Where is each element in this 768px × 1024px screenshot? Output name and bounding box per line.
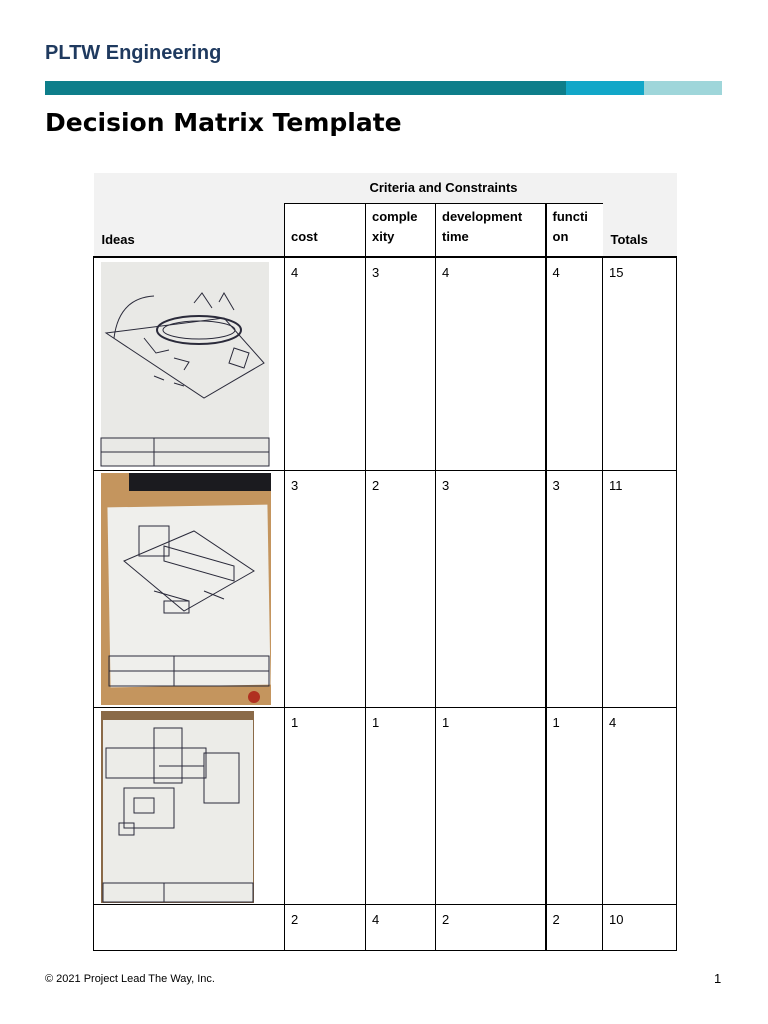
score-function: 1: [546, 708, 603, 905]
criterion-header-complexity: comple xity: [366, 203, 436, 257]
score-complexity: 3: [366, 257, 436, 471]
header-band-mid: [566, 81, 644, 95]
page-number: 1: [714, 971, 722, 986]
score-function: 4: [546, 257, 603, 471]
score-cost: 1: [285, 708, 366, 905]
idea-image-cell: [94, 471, 285, 708]
score-development-time: 4: [436, 257, 546, 471]
idea-image-cell: [94, 708, 285, 905]
score-total: 11: [603, 471, 677, 708]
score-development-time: 3: [436, 471, 546, 708]
header-band-light: [644, 81, 722, 95]
footer-copyright: © 2021 Project Lead The Way, Inc.: [45, 973, 215, 985]
criterion-header-cost: cost: [285, 203, 366, 257]
score-function: 3: [546, 471, 603, 708]
sketch-photo-2: [94, 471, 284, 707]
idea-cell-empty: [94, 905, 285, 951]
totals-header: Totals: [603, 173, 677, 257]
criterion-header-function: functi on: [546, 203, 603, 257]
score-complexity: 2: [366, 471, 436, 708]
ideas-header: Ideas: [94, 173, 285, 257]
score-complexity: 1: [366, 708, 436, 905]
score-development-time: 2: [436, 905, 546, 951]
table-row: [94, 905, 677, 951]
criterion-header-development-time: development time: [436, 203, 546, 257]
decision-matrix-table: [93, 173, 677, 951]
brand-title: PLTW Engineering: [45, 42, 222, 64]
score-development-time: 1: [436, 708, 546, 905]
table-row: [94, 471, 677, 708]
score-cost: 3: [285, 471, 366, 708]
score-cost: 4: [285, 257, 366, 471]
score-total: 15: [603, 257, 677, 471]
page-title: Decision Matrix Template: [45, 108, 402, 137]
score-function: 2: [546, 905, 603, 951]
criteria-group-header: Criteria and Constraints: [285, 173, 603, 203]
idea-image-cell: [94, 257, 285, 471]
sketch-photo-1: [94, 258, 284, 470]
sketch-photo-3: [94, 708, 284, 904]
table-row: [94, 257, 677, 471]
score-complexity: 4: [366, 905, 436, 951]
score-total: 10: [603, 905, 677, 951]
score-cost: 2: [285, 905, 366, 951]
score-total: 4: [603, 708, 677, 905]
header-band-dark: [45, 81, 566, 95]
table-row: [94, 708, 677, 905]
